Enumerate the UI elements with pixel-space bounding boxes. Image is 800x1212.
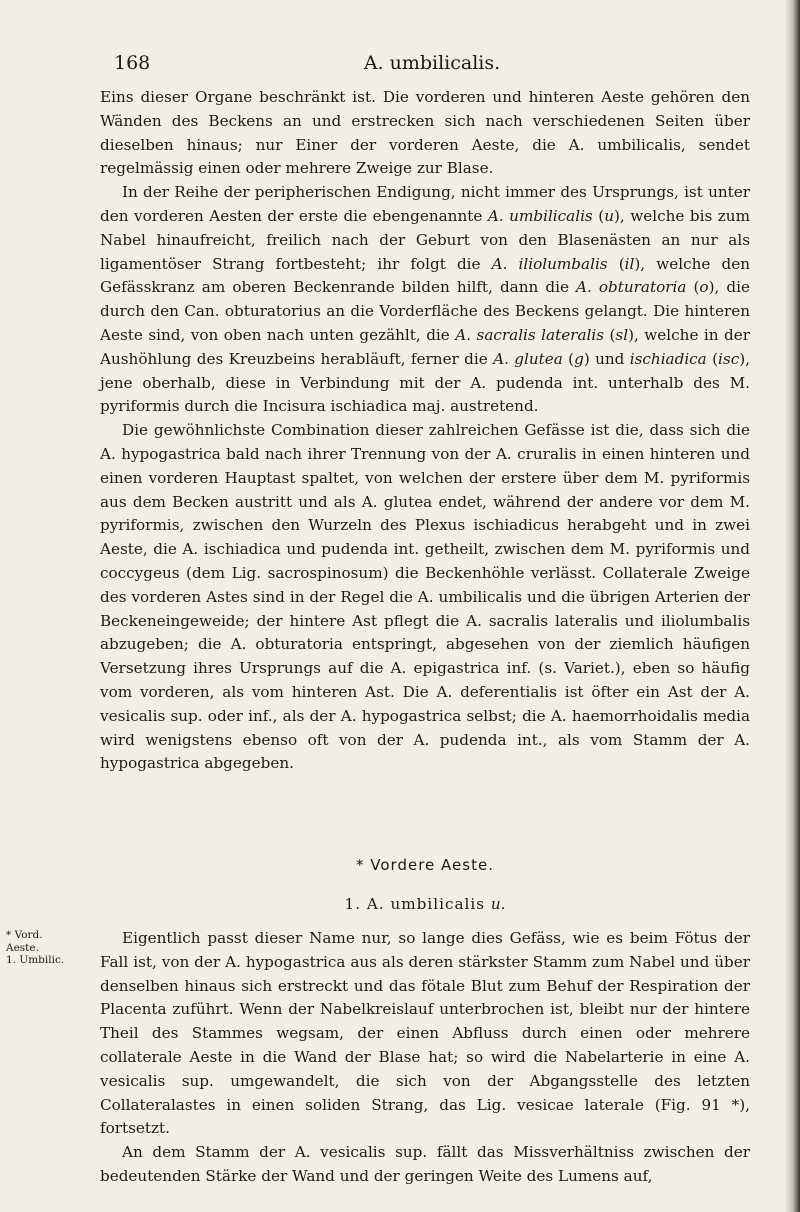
italic-term: A. umbilicalis — [487, 206, 593, 225]
running-title: A. umbilicalis. — [363, 52, 501, 74]
margin-note-line: * Vord. — [6, 929, 43, 941]
text-run: ), welche den Gefässkranz am oberen Beckenrande bilden hilft, dann die — [100, 254, 750, 297]
italic-term: o — [699, 278, 709, 297]
italic-term: isc — [718, 349, 740, 368]
text-run: ) und — [583, 349, 630, 368]
paragraph: An dem Stamm der A. vesicalis sup. fällt das Missverhältniss zwischen der bedeutenden Stärke der Wand und der geringen Weite des Lumens auf, — [100, 1143, 750, 1185]
text-run: ), die durch den Can. obturatorius an die Vorderfläche des Beckens gelangt. Die hinteren Aeste sind, von oben nach unten gezählt, die — [100, 278, 750, 344]
text-run: ( — [686, 278, 700, 297]
text-run: ( — [604, 325, 616, 344]
text-run: ( — [592, 206, 605, 225]
paragraph: Eigentlich passt dieser Name nur, so lange dies Gefäss, wie es beim Fötus der Fall ist, von der A. hypogastrica aus als deren stärkster Stamm zum Nabel und über denselben hinaus sich erstreckt und das fötale Blut zum Behuf der Respiration der Placenta zuführt. Wenn der Nabelkreislauf unterbrochen ist, bleibt nur der hintere Theil des Stammes wegsam, der einen Abfluss durch einen oder mehrere collaterale Aeste in die Wand der Blase hat; so wird die Nabelarterie in eine A. vesicalis sup. umgewandelt, die sich von der Abgangsstelle des letzten Collateralastes in einen soliden Strang, das Lig. vesicae laterale (Fig. 91 *), fortsetzt. — [100, 929, 750, 1138]
text-run: ), jene oberhalb, diese in Verbindung mit der A. pudenda int. unterhalb des M. pyriformis durch die Incisura ischiadica maj. austretend. — [100, 349, 750, 416]
italic-term: A. glutea — [493, 349, 563, 368]
italic-term: A. obturatoria — [576, 278, 687, 297]
margin-note — [6, 929, 94, 967]
section-heading: * Vordere Aeste. — [356, 856, 494, 874]
margin-note-line: 1. Umbilic. — [6, 954, 65, 966]
text-run: ( — [706, 349, 719, 368]
text-run: ), welche bis zum Nabel hinaufreicht, freilich nach der Geburt von den Blasenästen an nur als ligamentöser Strang fortbesteht; ihr folgt die — [100, 206, 750, 273]
italic-term: A. sacralis lateralis — [455, 325, 605, 344]
subsection-mark: u. — [490, 895, 506, 913]
paragraph: Die gewöhnlichste Combination dieser zahlreichen Gefässe ist die, dass sich die A. hypogastrica bald nach ihrer Trennung von der A. cruralis in einen hinteren und einen vorderen Hauptast spaltet, von welchen der erstere über dem M. pyriformis aus dem Becken austritt und als A. glutea endet, während der andere vor dem M. pyriformis, zwischen den Wurzeln des Plexus ischiadicus herabgeht und in zwei Aeste, die A. ischiadica und pudenda int. getheilt, zwischen dem M. pyriformis und coccygeus (dem Lig. sacrospinosum) die Beckenhöhle verlässt. Collaterale Zweige des vorderen Astes sind in der Regel die A. umbilicalis und die übrigen Arterien der Beckeneingeweide; der hintere Ast pflegt die A. sacralis lateralis und iliolumbalis abzugeben; die A. obturatoria entspringt, abgesehen von der ziemlich häufigen Versetzung ihres Ursprungs auf die A. epigastrica inf. (s. Variet.), eben so häufig vom vorderen, als vom hinteren Ast. Die A. deferentialis ist öfter ein Ast der A. vesicalis sup. oder inf., als der A. hypogastrica selbst; die A. haemorrhoidalis media wird wenigstens ebenso oft von der A. pudenda int., als vom Stamm der A. hypogastrica abgegeben. — [100, 421, 750, 773]
page-number: 168 — [114, 52, 151, 74]
margin-note-line: Aeste. — [6, 941, 39, 954]
main-text — [100, 86, 750, 776]
text-run: In der Reihe der peripherischen Endigung, nicht immer des Ursprungs, ist unter den vorderen Aesten der erste die ebengenannte — [100, 183, 750, 225]
italic-term: sl — [615, 325, 629, 344]
text-run: ), welche in der Aushöhlung des Kreuzbeins herabläuft, ferner die — [100, 325, 750, 368]
subsection-heading — [100, 895, 750, 913]
paragraph: Eins dieser Organe beschränkt ist. Die vorderen und hinteren Aeste gehören den Wänden des Beckens an und erstrecken sich nach verschiedenen Seiten über dieselben hinaus; nur Einer der vorderen Aeste, die A. umbilicalis, sendet regelmässig einen oder mehrere Zweige zur Blase. — [100, 88, 750, 178]
main-text-continued — [100, 927, 750, 1189]
italic-term: ischiadica — [629, 349, 707, 368]
text-run: ( — [607, 254, 625, 273]
paragraph — [100, 181, 750, 419]
italic-term: il — [624, 254, 635, 273]
italic-term: A. iliolumbalis — [491, 254, 608, 273]
italic-term: u — [604, 206, 614, 225]
page-edge-shadow — [784, 0, 800, 1212]
text-run: ( — [562, 349, 575, 368]
italic-term: g — [574, 349, 584, 368]
subsection-label: 1. A. umbilicalis — [344, 895, 486, 913]
page-header — [114, 52, 750, 82]
